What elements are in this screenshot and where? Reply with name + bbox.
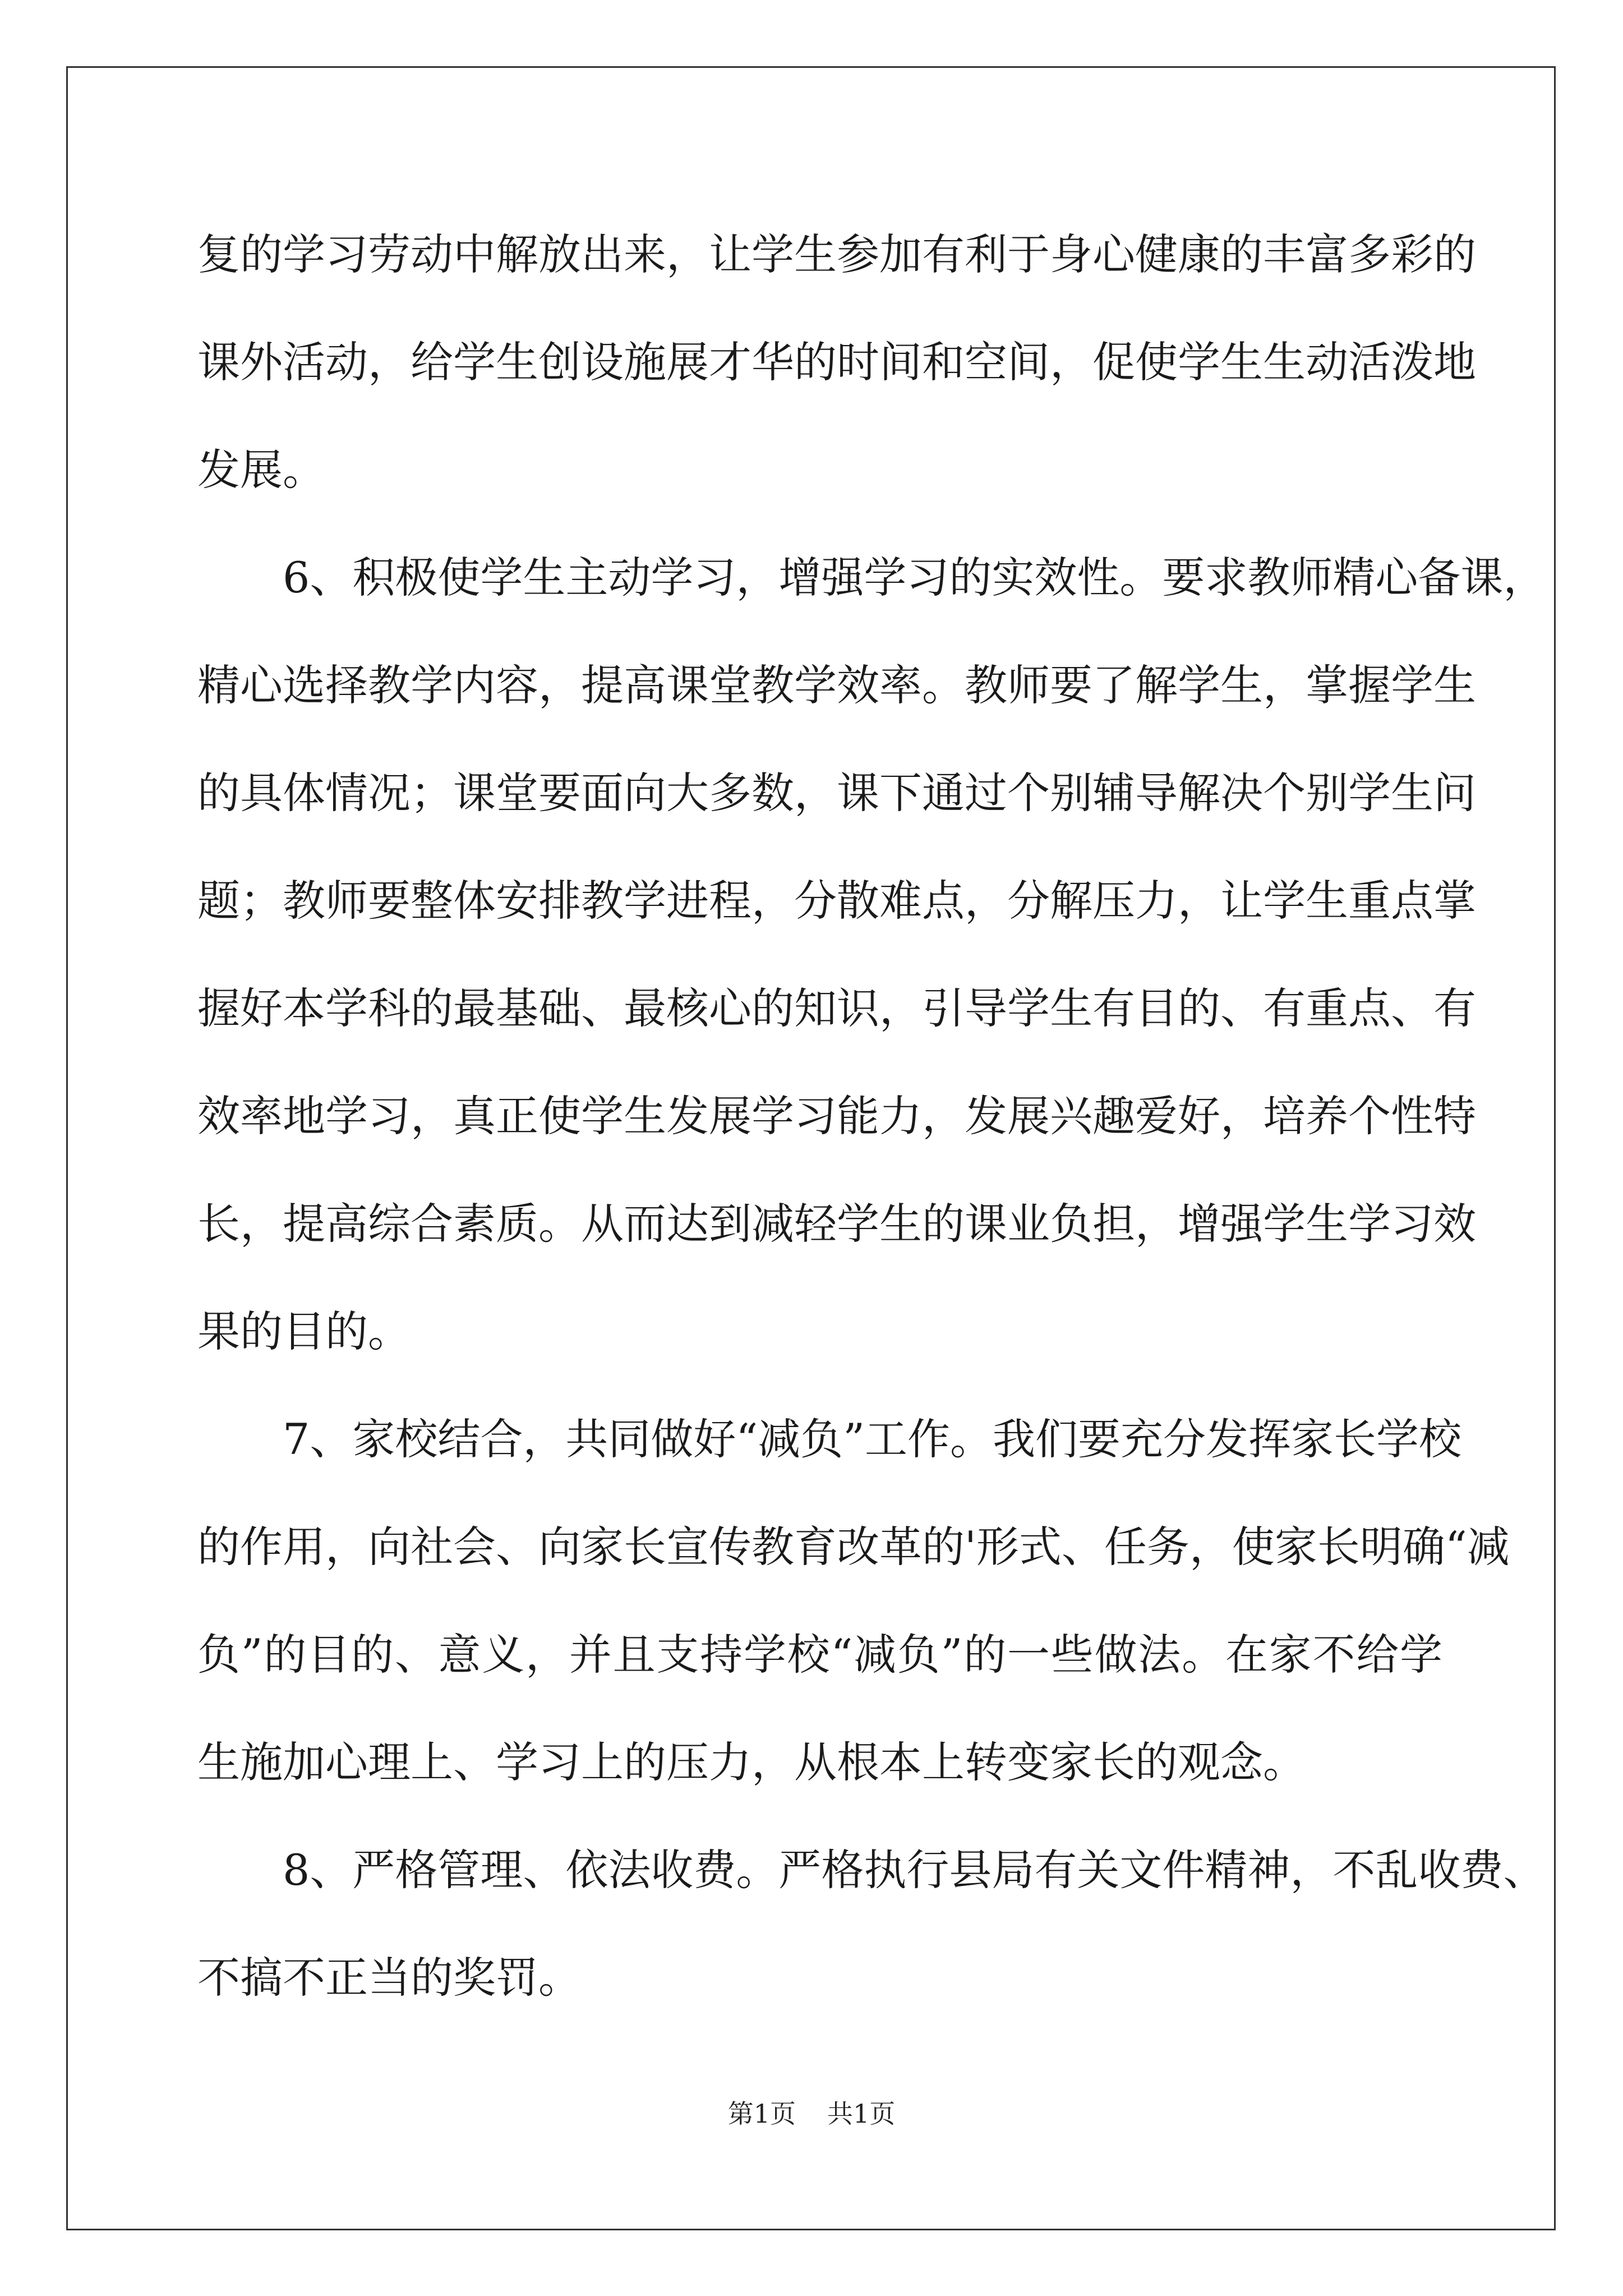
- page-number: 第1页: [727, 2099, 796, 2129]
- document-body: [197, 201, 1546, 2032]
- text-line: 的具体情况；课堂要面向大多数，课下通过个别辅导解决个别学生问: [197, 768, 1476, 818]
- paragraph-6-first-line: 6、积极使学生主动学习，增强学习的实效性。要求教师精心备课，: [283, 553, 1546, 602]
- text-line: 题；教师要整体安排教学进程，分散难点，分解压力，让学生重点掌: [197, 876, 1476, 926]
- text-line: 果的目的。: [197, 1306, 411, 1356]
- text-line: 负”的目的、意义，并且支持学校“减负”的一些做法。在家不给学: [197, 1630, 1442, 1680]
- text-line: 课外活动，给学生创设施展才华的时间和空间，促使学生生动活泼地: [197, 337, 1476, 387]
- paragraph-8-first-line: 8、严格管理、依法收费。严格执行县局有关文件精神，不乱收费、: [283, 1845, 1546, 1895]
- text-line: 效率地学习，真正使学生发展学习能力，发展兴趣爱好，培养个性特: [197, 1091, 1476, 1141]
- page-total: 共1页: [827, 2099, 896, 2129]
- text-line: 长，提高综合素质。从而达到减轻学生的课业负担，增强学生学习效: [197, 1199, 1476, 1249]
- text-line: 不搞不正当的奖罚。: [197, 1953, 581, 2003]
- page-footer: [0, 2097, 1623, 2131]
- text-line: 握好本学科的最基础、最核心的知识，引导学生有目的、有重点、有: [197, 983, 1476, 1033]
- paragraph-7-first-line: 7、家校结合，共同做好“减负”工作。我们要充分发挥家长学校: [283, 1414, 1462, 1464]
- text-line: 生施加心理上、学习上的压力，从根本上转变家长的观念。: [197, 1737, 1306, 1787]
- text-line: 发展。: [197, 445, 325, 495]
- text-line: 复的学习劳动中解放出来，让学生参加有利于身心健康的丰富多彩的: [197, 229, 1476, 279]
- text-line: 精心选择教学内容，提高课堂教学效率。教师要了解学生，掌握学生: [197, 660, 1476, 710]
- text-line: 的作用，向社会、向家长宣传教育改革的'形式、任务，使家长明确“减: [197, 1522, 1510, 1572]
